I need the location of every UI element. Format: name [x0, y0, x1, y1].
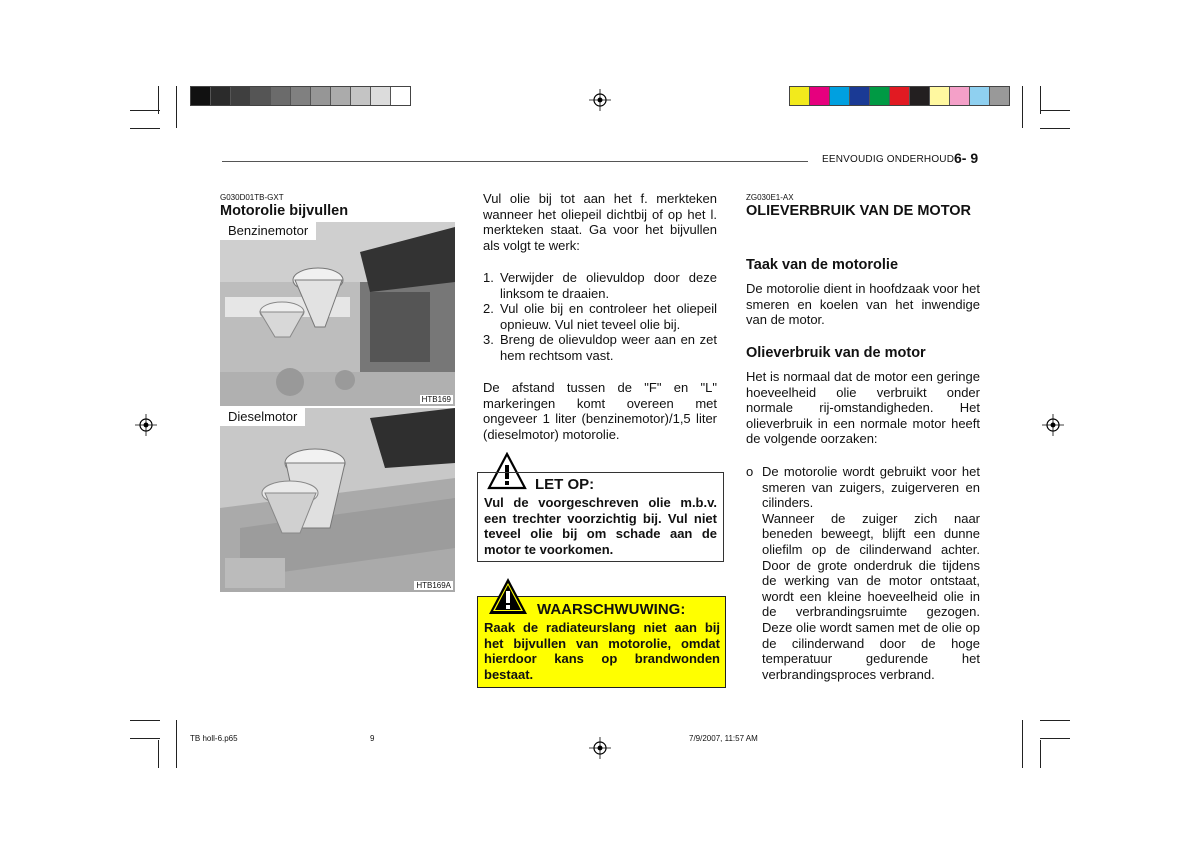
color-swatch [391, 87, 410, 105]
color-swatch [950, 87, 970, 105]
color-swatch [271, 87, 291, 105]
color-swatch [850, 87, 870, 105]
color-swatch [970, 87, 990, 105]
step-text: Verwijder de olievuldop door deze linksom te draaien. [500, 270, 717, 301]
figure-code: HTB169 [421, 395, 451, 404]
caution-box [477, 472, 724, 562]
color-swatch [231, 87, 251, 105]
caution-text: Vul de voorgeschreven olie m.b.v. een trechter voorzichtig bij. Vul niet teveel olie bij om schade aan de motor te voorkomen. [484, 495, 717, 557]
step-text: Vul olie bij en controleer het oliepeil opnieuw. Vul niet teveel olie bij. [500, 301, 717, 332]
engine-illustration [220, 222, 455, 406]
step-number: 2. [483, 301, 494, 317]
subheading: Olieverbruik van de motor [746, 345, 926, 361]
list-item [483, 332, 717, 363]
figure-code: HTB169A [416, 581, 451, 590]
color-swatch [890, 87, 910, 105]
section-title: EENVOUDIG ONDERHOUD [822, 154, 955, 165]
photo-label: Benzinemotor [220, 222, 316, 240]
color-swatch [990, 87, 1009, 105]
registration-mark-icon [589, 737, 611, 759]
page-number: 6- 9 [954, 150, 979, 166]
registration-mark-icon [135, 414, 157, 436]
footer-page: 9 [370, 734, 375, 743]
bullet-text: De motorolie wordt gebruikt voor het smeren van zuigers, zuigerveren en cilinders. [762, 464, 980, 511]
color-swatch [331, 87, 351, 105]
step-number: 1. [483, 270, 494, 285]
color-swatch [870, 87, 890, 105]
footer-filename: TB holl-6.p65 [190, 734, 238, 743]
photo-label: Dieselmotor [220, 408, 305, 426]
list-item [483, 301, 717, 332]
color-swatch [830, 87, 850, 105]
registration-mark-icon [589, 89, 611, 111]
warning-triangle-icon [487, 576, 529, 616]
color-swatch [351, 87, 371, 105]
color-swatch [930, 87, 950, 105]
bullet-marker: o [746, 464, 754, 479]
step-number: 3. [483, 332, 494, 348]
list-item [746, 464, 980, 682]
header-rule [222, 161, 808, 162]
warning-text: Raak de radiateurslang niet aan bij het bijvullen van motorolie, omdat hierdoor kans op brandwonden bestaat. [484, 620, 720, 682]
paragraph: De motorolie dient in hoofdzaak voor het smeren en koelen van het inwendige van de motor. [746, 281, 980, 328]
registration-mark-icon [1042, 414, 1064, 436]
engine-photo-petrol [220, 222, 455, 406]
color-swatch [251, 87, 271, 105]
subheading: Taak van de motorolie [746, 257, 899, 273]
intro-paragraph: Vul olie bij tot aan het f. merkteken wanneer het oliepeil dichtbij of op het l. merkteken staat. Ga voor het bijvullen als volgt te werk: [483, 191, 717, 253]
color-swatch [211, 87, 231, 105]
color-swatch [311, 87, 331, 105]
color-swatch [790, 87, 810, 105]
list-item [483, 270, 717, 301]
color-swatch [810, 87, 830, 105]
paragraph: Het is normaal dat de motor een geringe hoeveelheid olie verbruikt onder normale rij-omstandigheden. Het olieverbruik in een normale motor heeft de volgende oorzaken: [746, 369, 980, 447]
step-text: Breng de olievuldop weer aan en zet hem rechtsom vast. [500, 332, 717, 363]
color-swatch [371, 87, 391, 105]
section-heading: Motorolie bijvullen [220, 203, 349, 219]
color-swatch [191, 87, 211, 105]
engine-photo-diesel [220, 408, 455, 592]
footer-timestamp: 7/9/2007, 11:57 AM [689, 734, 758, 743]
section-code: ZG030E1-AX [746, 193, 794, 202]
bullet-continuation: Wanneer de zuiger zich naar beneden beweegt, blijft een dunne oliefilm op de cilinderwand achter. Door de grote onderdruk die tijdens de werking van de motor ontstaat, wordt een kleine hoeveelheid olie in de verbrandingsruimte gezogen. Deze olie wordt samen met de olie op de cilinderwand door de hoge temperatuur gedurende het verbrandingsproces verbrand. [762, 510, 980, 682]
caution-title: LET OP: [535, 476, 595, 493]
color-swatch [291, 87, 311, 105]
warning-title: WAARSCHWUWING: [537, 601, 686, 618]
distance-paragraph: De afstand tussen de "F" en "L" markeringen komt overeen met ongeveer 1 liter (benzinemotor)/1,5 liter (dieselmotor) motorolie. [483, 380, 717, 442]
engine-illustration [220, 408, 455, 592]
steps-list [483, 270, 717, 364]
color-calibration-bar [789, 86, 1010, 106]
section-code: G030D01TB-GXT [220, 193, 284, 202]
grayscale-calibration-bar [190, 86, 411, 106]
color-swatch [910, 87, 930, 105]
section-heading: OLIEVERBRUIK VAN DE MOTOR [746, 203, 972, 219]
